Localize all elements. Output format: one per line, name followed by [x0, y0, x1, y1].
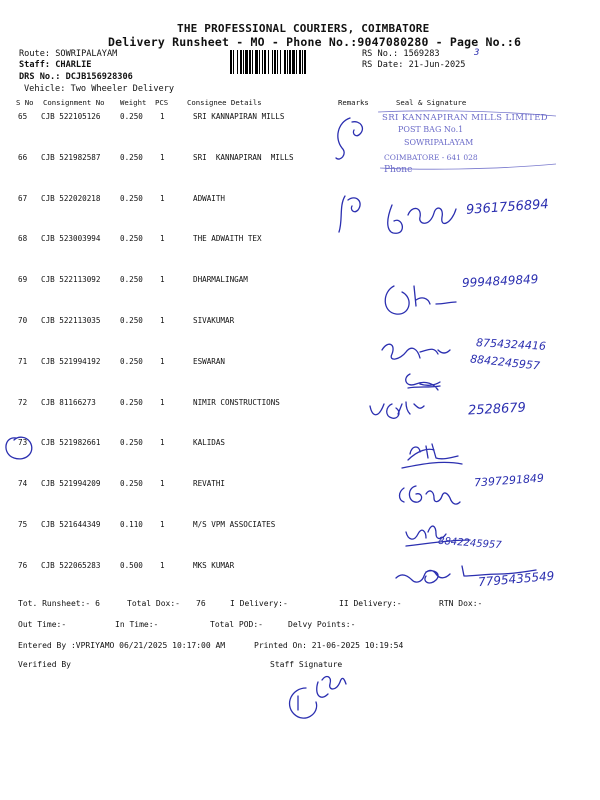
row-consignment: CJB 522105126 [41, 112, 101, 121]
company-title: THE PROFESSIONAL COURIERS, COIMBATORE [177, 22, 430, 35]
row-weight: 0.250 [120, 275, 143, 284]
signature-65 [336, 118, 362, 159]
row-consignee: KALIDAS [193, 438, 226, 447]
row-consignment: CJB 521982587 [41, 153, 101, 162]
stamp-line2: POST BAG No.1 [398, 125, 464, 134]
row-consignment: CJB 521644349 [41, 520, 101, 529]
row-pcs: 1 [160, 561, 165, 570]
row-consignment: CJB 81166273 [41, 398, 96, 407]
row-sno: 75 [18, 520, 28, 529]
row-consignment: CJB 522113092 [41, 275, 101, 284]
row-weight: 0.250 [120, 153, 143, 162]
row-weight: 0.250 [120, 194, 143, 203]
row-pcs: 1 [160, 194, 165, 203]
staff-signature-label: Staff Signature [270, 660, 343, 669]
row-consignment: CJB 522065283 [41, 561, 101, 570]
rs-date: RS Date: 21-Jun-2025 [362, 60, 466, 70]
drs-number: DRS No.: DCJB156928306 [19, 72, 133, 82]
col-weight: Weight [120, 98, 147, 107]
stamp-line4: COIMBATORE - 641 028 [384, 153, 478, 162]
sno-circle-73 [6, 437, 32, 459]
signature-67b [408, 208, 456, 223]
row-consignee: NIMIR CONSTRUCTIONS [193, 398, 280, 407]
signature-71 [406, 374, 440, 390]
row-weight: 0.500 [120, 561, 143, 570]
signature-67 [339, 196, 402, 233]
total-pod: Total POD:- [210, 620, 263, 629]
row-consignment: CJB 521994192 [41, 357, 101, 366]
phone-69: 9994849849 [461, 272, 539, 290]
row-consignee: M/S VPM ASSOCIATES [193, 520, 276, 529]
route-label: Route: SOWRIPALAYAM [19, 49, 118, 59]
row-consignment: CJB 523003994 [41, 234, 101, 243]
tot-runsheet: Tot. Runsheet:- 6 [18, 599, 100, 608]
row-sno: 73 [18, 438, 28, 447]
row-weight: 0.250 [120, 316, 143, 325]
row-pcs: 1 [160, 479, 165, 488]
out-time: Out Time:- [18, 620, 67, 629]
row-pcs: 1 [160, 438, 165, 447]
row-consignee: REVATHI [193, 479, 226, 488]
signature-72 [370, 402, 424, 418]
row-weight: 0.110 [120, 520, 143, 529]
row-consignment: CJB 522113035 [41, 316, 101, 325]
delvy-points: Delvy Points:- [288, 620, 356, 629]
row-consignee: DHARMALINGAM [193, 275, 248, 284]
row-sno: 68 [18, 234, 28, 243]
row-consignee: SIVAKUMAR [193, 316, 235, 325]
verified-by: Verified By [18, 660, 71, 669]
vehicle-label: Vehicle: Two Wheeler Delivery [24, 84, 175, 94]
row-weight: 0.250 [120, 357, 143, 366]
row-weight: 0.250 [120, 112, 143, 121]
total-dox-label: Total Dox:- [127, 599, 180, 608]
row-sno: 66 [18, 153, 28, 162]
row-pcs: 1 [160, 398, 165, 407]
printed-on: Printed On: 21-06-2025 10:19:54 [254, 641, 404, 650]
row-consignment: CJB 521994209 [41, 479, 101, 488]
signature-70 [382, 344, 450, 359]
in-time: In Time:- [115, 620, 159, 629]
runsheet-title: Delivery Runsheet - MO - Phone No.:9047080280 - Page No.:6 [108, 35, 522, 49]
row-sno: 65 [18, 112, 28, 121]
row-sno: 74 [18, 479, 28, 488]
row-weight: 0.250 [120, 438, 143, 447]
stamp-line3: SOWRIPALAYAM [404, 138, 474, 147]
total-dox-value: 76 [196, 599, 206, 608]
col-consignment: Consignment No [43, 98, 105, 107]
phone-67: 9361756894 [465, 197, 550, 218]
row-weight: 0.250 [120, 398, 143, 407]
row-sno: 72 [18, 398, 28, 407]
phone-76: 7795435549 [477, 568, 555, 590]
row-consignee: SRI KANNAPIRAN MILLS [193, 153, 294, 162]
row-pcs: 1 [160, 520, 165, 529]
row-consignment: CJB 522020218 [41, 194, 101, 203]
staff-label: Staff: CHARLIE [19, 60, 92, 70]
row-consignee: ESWARAN [193, 357, 226, 366]
entered-by: Entered By :VPRIYAMO 06/21/2025 10:17:00 AM [18, 641, 226, 650]
phone-70: 8754324416 [475, 336, 547, 353]
row-sno: 70 [18, 316, 28, 325]
signature-74 [400, 486, 461, 504]
phone-75: 8842245957 [437, 535, 502, 552]
row-consignee: ADWAITH [193, 194, 226, 203]
col-sno: S No [16, 98, 34, 107]
drs-suffix: 3 [474, 48, 480, 58]
row-pcs: 1 [160, 234, 165, 243]
staff-signature [290, 677, 346, 719]
stamp-line1: SRI KANNAPIRAN MILLS LIMITED [382, 113, 549, 123]
rs-number: RS No.: 1569283 [362, 49, 440, 59]
row-pcs: 1 [160, 275, 165, 284]
row-pcs: 1 [160, 357, 165, 366]
row-weight: 0.250 [120, 234, 143, 243]
row-sno: 69 [18, 275, 28, 284]
phone-71: 8842245957 [469, 352, 541, 373]
stamp-line5: Phone [384, 165, 413, 175]
row-weight: 0.250 [120, 479, 143, 488]
col-seal-signature: Seal & Signature [396, 98, 467, 107]
row-consignment: CJB 521982661 [41, 438, 101, 447]
phone-72: 2528679 [467, 400, 527, 419]
row-consignee: MKS KUMAR [193, 561, 235, 570]
row-sno: 71 [18, 357, 28, 366]
phone-74: 7397291849 [473, 471, 545, 490]
row-pcs: 1 [160, 153, 165, 162]
signature-73 [402, 444, 462, 468]
col-remarks: Remarks [338, 98, 369, 107]
row-pcs: 1 [160, 112, 165, 121]
ii-delivery: II Delivery:- [339, 599, 402, 608]
i-delivery: I Delivery:- [230, 599, 288, 608]
row-pcs: 1 [160, 316, 165, 325]
row-consignee: THE ADWAITH TEX [193, 234, 262, 243]
col-pcs: PCS [155, 98, 169, 107]
row-sno: 76 [18, 561, 28, 570]
row-consignee: SRI KANNAPIRAN MILLS [193, 112, 285, 121]
col-consignee: Consignee Details [187, 98, 262, 107]
signature-69 [385, 286, 456, 314]
rtn-dox: RTN Dox:- [439, 599, 483, 608]
row-sno: 67 [18, 194, 28, 203]
